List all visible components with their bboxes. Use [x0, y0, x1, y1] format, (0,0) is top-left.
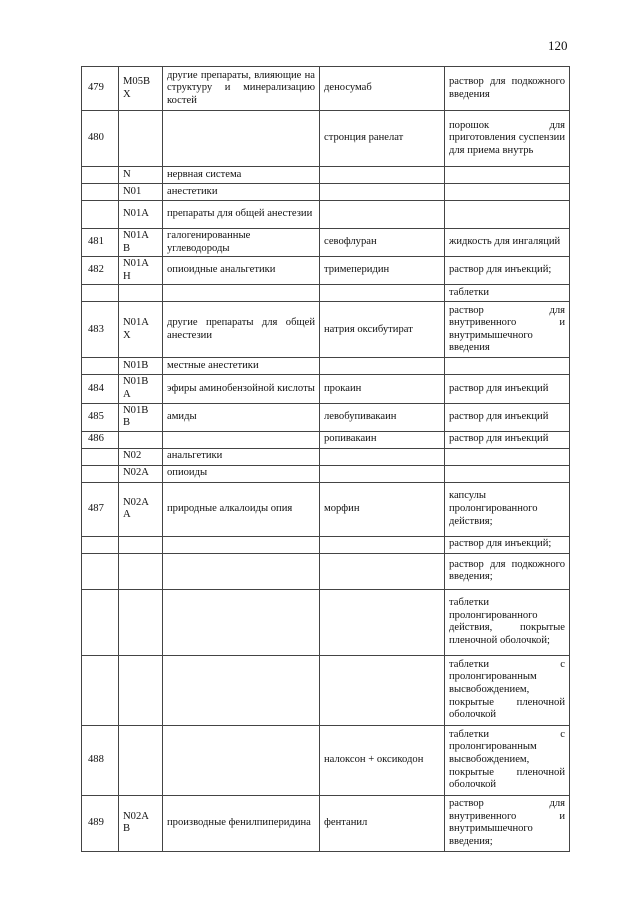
row-number-cell — [82, 589, 119, 655]
group-name-cell: местные анестетики — [163, 358, 320, 375]
dosage-form-cell — [445, 358, 570, 375]
atc-code-cell: N01B — [119, 358, 163, 375]
atc-code-cell — [119, 589, 163, 655]
table-row — [82, 431, 570, 448]
table-row — [82, 201, 570, 229]
atc-code-cell — [119, 655, 163, 725]
atc-code-cell: N02 — [119, 448, 163, 465]
table-row — [82, 448, 570, 465]
table-row — [82, 111, 570, 167]
row-number-cell — [82, 655, 119, 725]
drug-name-cell: левобупивакаин — [320, 403, 445, 431]
drug-name-cell: стронция ранелат — [320, 111, 445, 167]
row-number-cell — [82, 285, 119, 302]
dosage-form-cell: раствор для инъекций; — [445, 536, 570, 553]
row-number-cell: 487 — [82, 482, 119, 536]
group-name-cell — [163, 431, 320, 448]
group-name-cell: препараты для общей анестезии — [163, 201, 320, 229]
atc-code-cell: N01 — [119, 184, 163, 201]
drug-name-cell — [320, 201, 445, 229]
group-name-cell: другие препараты для общей анестезии — [163, 302, 320, 358]
group-name-cell: нервная система — [163, 167, 320, 184]
group-name-cell — [163, 536, 320, 553]
table-row — [82, 482, 570, 536]
group-name-cell: природные алкалоиды опия — [163, 482, 320, 536]
drug-name-cell — [320, 285, 445, 302]
row-number-cell — [82, 167, 119, 184]
group-name-cell — [163, 285, 320, 302]
group-name-cell: амиды — [163, 403, 320, 431]
drug-name-cell: фентанил — [320, 795, 445, 851]
group-name-cell — [163, 725, 320, 795]
dosage-form-cell: жидкость для ингаляций — [445, 229, 570, 257]
dosage-form-cell: раствор для инъекций; — [445, 257, 570, 285]
dosage-form-cell — [445, 167, 570, 184]
atc-code-cell: N — [119, 167, 163, 184]
drug-name-cell: налоксон + оксикодон — [320, 725, 445, 795]
row-number-cell — [82, 184, 119, 201]
group-name-cell: опиоидные анальгетики — [163, 257, 320, 285]
dosage-form-cell: раствор для инъекций — [445, 375, 570, 403]
table-row — [82, 302, 570, 358]
dosage-form-cell — [445, 184, 570, 201]
atc-code-cell: N02A — [119, 465, 163, 482]
dosage-form-cell: порошок для приготовления суспензии для приема внутрь — [445, 111, 570, 167]
dosage-form-cell — [445, 465, 570, 482]
drug-name-cell: севофлуран — [320, 229, 445, 257]
drug-table — [81, 66, 570, 852]
row-number-cell — [82, 553, 119, 589]
group-name-cell: галогенированные углеводороды — [163, 229, 320, 257]
drug-name-cell — [320, 553, 445, 589]
row-number-cell: 486 — [82, 431, 119, 448]
atc-code-cell — [119, 431, 163, 448]
row-number-cell: 484 — [82, 375, 119, 403]
group-name-cell: эфиры аминобензойной кислоты — [163, 375, 320, 403]
dosage-form-cell: раствор для подкожного введения — [445, 67, 570, 111]
table-row — [82, 536, 570, 553]
atc-code-cell — [119, 285, 163, 302]
dosage-form-cell: раствор для подкожного введения; — [445, 553, 570, 589]
table-row — [82, 167, 570, 184]
drug-name-cell — [320, 167, 445, 184]
dosage-form-cell: раствор для внутривенного и внутримышечного введения; — [445, 795, 570, 851]
atc-code-cell — [119, 536, 163, 553]
atc-code-cell: N01B A — [119, 375, 163, 403]
row-number-cell: 489 — [82, 795, 119, 851]
group-name-cell: другие препараты, влияющие на структуру и минерализацию костей — [163, 67, 320, 111]
table-row — [82, 795, 570, 851]
group-name-cell: анестетики — [163, 184, 320, 201]
table-row — [82, 589, 570, 655]
row-number-cell — [82, 448, 119, 465]
drug-name-cell — [320, 589, 445, 655]
table-row — [82, 67, 570, 111]
atc-code-cell: N01A X — [119, 302, 163, 358]
drug-name-cell: тримеперидин — [320, 257, 445, 285]
row-number-cell — [82, 536, 119, 553]
table-row — [82, 285, 570, 302]
table-row — [82, 184, 570, 201]
table-row — [82, 375, 570, 403]
atc-code-cell: M05B X — [119, 67, 163, 111]
dosage-form-cell: раствор для инъекций — [445, 431, 570, 448]
group-name-cell — [163, 111, 320, 167]
table-row — [82, 257, 570, 285]
row-number-cell: 481 — [82, 229, 119, 257]
drug-name-cell: деносумаб — [320, 67, 445, 111]
dosage-form-cell: таблетки пролонгированного действия, покрытые пленочной оболочкой; — [445, 589, 570, 655]
atc-code-cell: N01A — [119, 201, 163, 229]
table-row — [82, 465, 570, 482]
table-row — [82, 229, 570, 257]
drug-name-cell — [320, 536, 445, 553]
drug-name-cell: ропивакаин — [320, 431, 445, 448]
dosage-form-cell: таблетки — [445, 285, 570, 302]
dosage-form-cell: таблетки с пролонгированным высвобождением, покрытые пленочной оболочкой — [445, 725, 570, 795]
row-number-cell — [82, 465, 119, 482]
drug-name-cell — [320, 184, 445, 201]
drug-name-cell: морфин — [320, 482, 445, 536]
atc-code-cell: N01A B — [119, 229, 163, 257]
row-number-cell: 479 — [82, 67, 119, 111]
row-number-cell: 488 — [82, 725, 119, 795]
drug-name-cell — [320, 358, 445, 375]
drug-name-cell: прокаин — [320, 375, 445, 403]
table-row — [82, 358, 570, 375]
drug-name-cell — [320, 655, 445, 725]
atc-code-cell — [119, 111, 163, 167]
dosage-form-cell — [445, 448, 570, 465]
drug-name-cell: натрия оксибутират — [320, 302, 445, 358]
dosage-form-cell: капсулы пролонгированного действия; — [445, 482, 570, 536]
dosage-form-cell: таблетки с пролонгированным высвобождением, покрытые пленочной оболочкой — [445, 655, 570, 725]
group-name-cell: опиоиды — [163, 465, 320, 482]
atc-code-cell: N01A H — [119, 257, 163, 285]
page-number: 120 — [548, 38, 568, 53]
atc-code-cell — [119, 553, 163, 589]
table-row — [82, 655, 570, 725]
dosage-form-cell — [445, 201, 570, 229]
group-name-cell — [163, 553, 320, 589]
row-number-cell — [82, 358, 119, 375]
atc-code-cell: N02A B — [119, 795, 163, 851]
table-row — [82, 725, 570, 795]
drug-name-cell — [320, 465, 445, 482]
group-name-cell: анальгетики — [163, 448, 320, 465]
row-number-cell — [82, 201, 119, 229]
atc-code-cell: N02A A — [119, 482, 163, 536]
group-name-cell — [163, 589, 320, 655]
atc-code-cell: N01B B — [119, 403, 163, 431]
group-name-cell — [163, 655, 320, 725]
atc-code-cell — [119, 725, 163, 795]
drug-name-cell — [320, 448, 445, 465]
dosage-form-cell: раствор для инъекций — [445, 403, 570, 431]
row-number-cell: 482 — [82, 257, 119, 285]
table-row — [82, 553, 570, 589]
row-number-cell: 483 — [82, 302, 119, 358]
table-row — [82, 403, 570, 431]
group-name-cell: производные фенилпиперидина — [163, 795, 320, 851]
row-number-cell: 485 — [82, 403, 119, 431]
row-number-cell: 480 — [82, 111, 119, 167]
dosage-form-cell: раствор для внутривенного и внутримышечного введения — [445, 302, 570, 358]
